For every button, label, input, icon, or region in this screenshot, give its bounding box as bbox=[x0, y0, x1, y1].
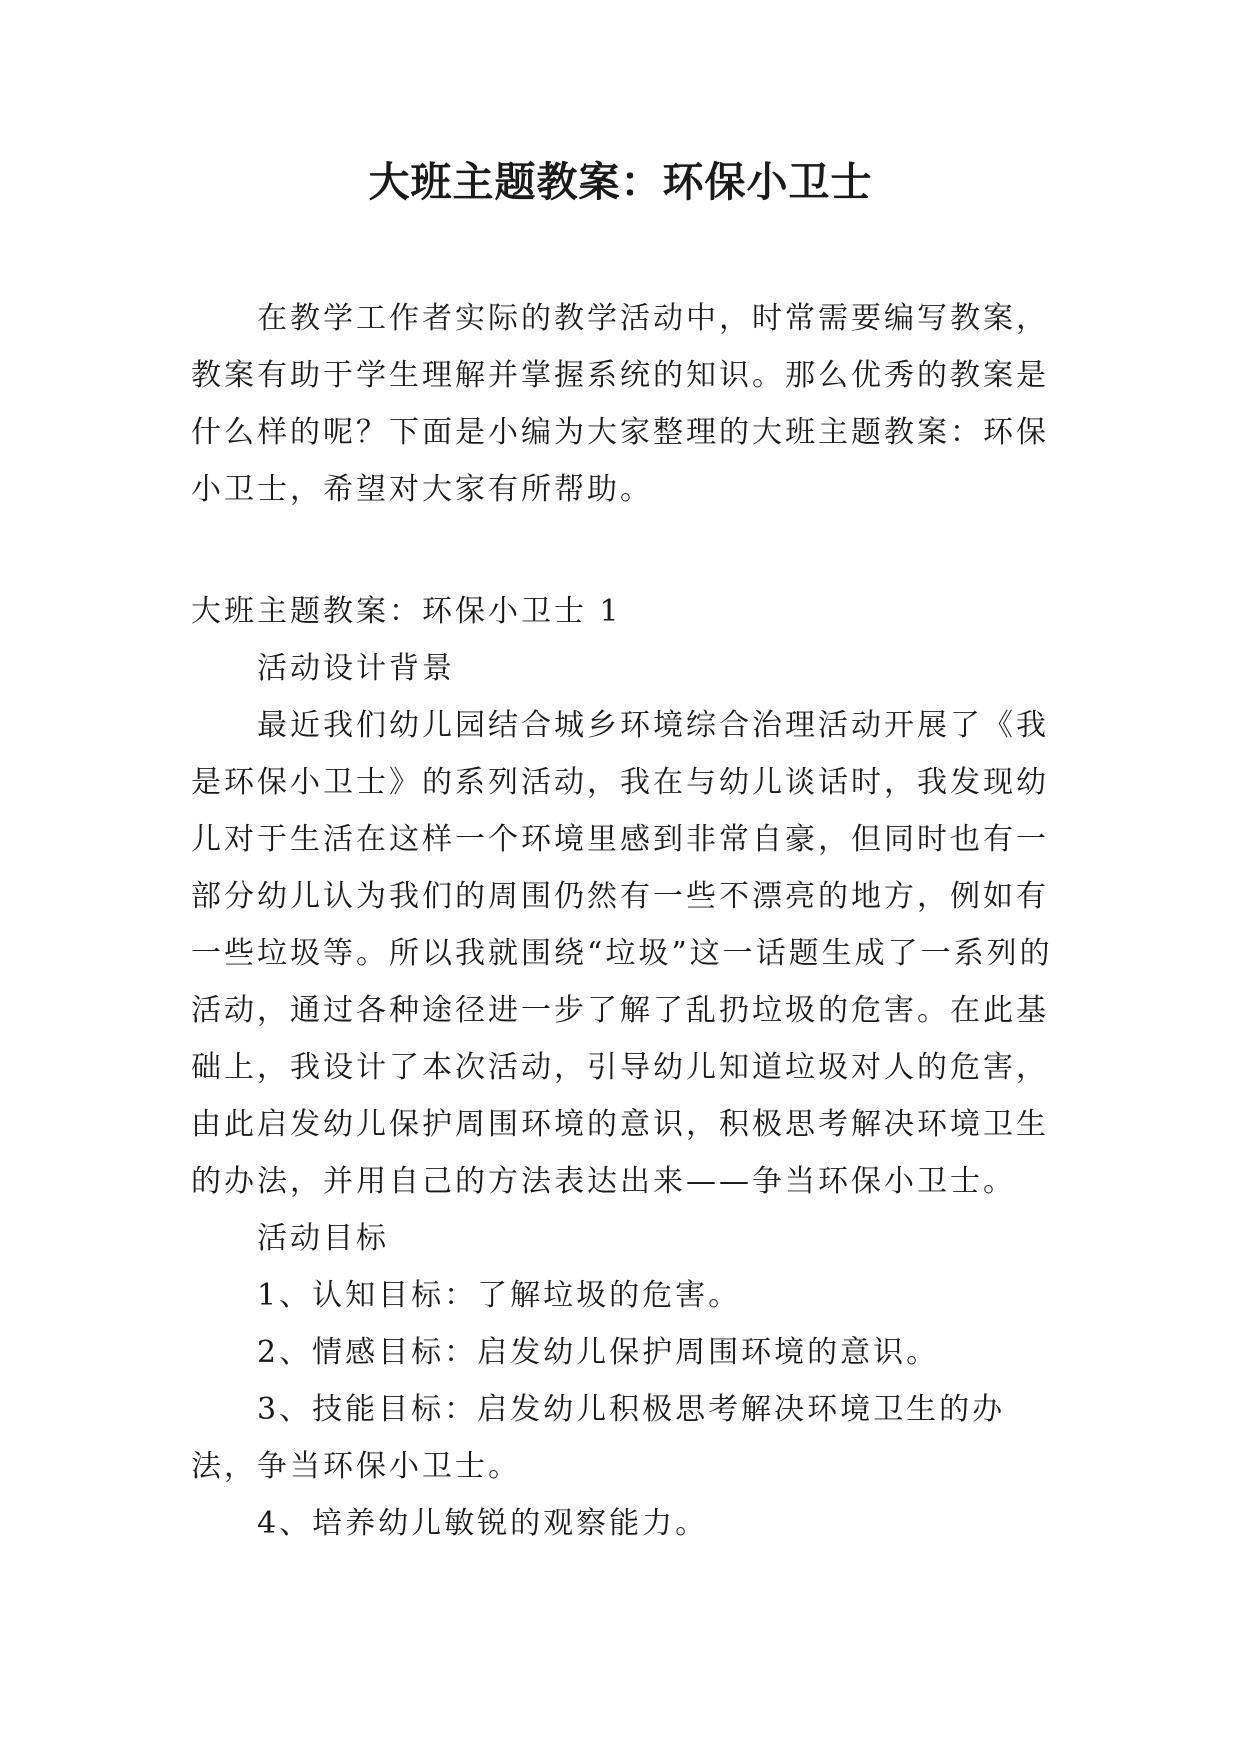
goal-item: 1、认知目标：了解垃圾的危害。 bbox=[257, 1278, 742, 1313]
section-title: 大班主题教案：环保小卫士 1 bbox=[191, 594, 622, 629]
goals-heading: 活动目标 bbox=[257, 1221, 389, 1256]
goal-item: 3、技能目标：启发幼儿积极思考解决环境卫生的办法，争当环保小卫士。 bbox=[191, 1392, 1006, 1484]
lesson-section bbox=[191, 583, 1066, 1552]
background-paragraph: 最近我们幼儿园结合城乡环境综合治理活动开展了《我是环保小卫士》的系列活动，我在与幼儿谈话时，我发现幼儿对于生活在这样一个环境里感到非常自豪，但同时也有一部分幼儿认为我们的周围仍然有一些不漂亮的地方，例如有一些垃圾等。所以我就围绕“垃圾”这一话题生成了一系列的活动，通过各种途径进一步了解了乱扔垃圾的危害。在此基础上，我设计了本次活动，引导幼儿知道垃圾对人的危害，由此启发幼儿保护周围环境的意识，积极思考解决环境卫生的办法，并用自己的方法表达出来——争当环保小卫士。 bbox=[191, 708, 1053, 1199]
document-title: 大班主题教案：环保小卫士 bbox=[368, 158, 873, 206]
background-heading: 活动设计背景 bbox=[257, 651, 455, 686]
goal-item: 2、情感目标：启发幼儿保护周围环境的意识。 bbox=[257, 1335, 940, 1370]
goal-item: 4、培养幼儿敏锐的观察能力。 bbox=[257, 1506, 709, 1541]
intro-paragraph: 在教学工作者实际的教学活动中，时常需要编写教案，教案有助于学生理解并掌握系统的知识。那么优秀的教案是什么样的呢？下面是小编为大家整理的大班主题教案：环保小卫士，希望对大家有所帮助。 bbox=[191, 301, 1049, 507]
intro-section bbox=[191, 290, 1066, 518]
